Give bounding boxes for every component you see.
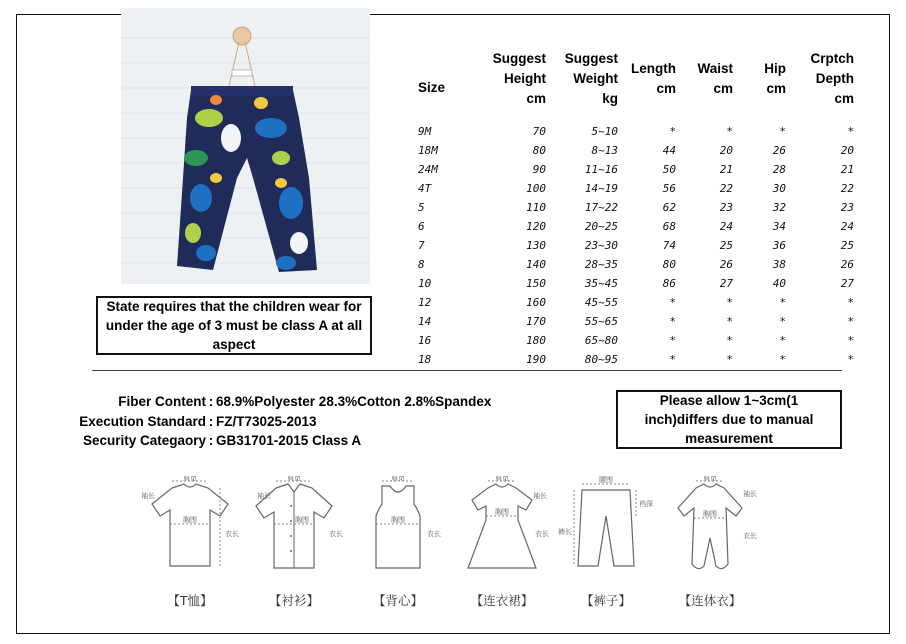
shirt-icon <box>244 476 344 586</box>
romper-label: 【连体衣】 <box>678 593 742 608</box>
table-row <box>418 118 854 141</box>
table-cell: 24 <box>719 220 733 233</box>
header-hip: Hip cm <box>764 61 786 96</box>
table-cell: 8 <box>418 258 425 271</box>
header-height: Suggest Height cm <box>492 51 546 106</box>
table-cell: 50 <box>662 163 676 176</box>
table-cell: 30 <box>772 182 786 195</box>
table-cell: * <box>669 353 676 366</box>
spec-value: GB31701-2015 Class A <box>216 433 362 448</box>
size-chart-header <box>418 40 854 118</box>
table-cell: 70 <box>532 125 546 138</box>
table-cell: 80 <box>532 144 546 157</box>
table-cell: 7 <box>418 239 425 252</box>
age-class-notice-text: State requires that the children wear for under the age of 3 must be class A at all aspect <box>105 299 363 352</box>
table-cell: * <box>669 334 676 347</box>
table-cell: * <box>779 125 786 138</box>
table-cell: 22 <box>840 182 854 195</box>
svg-text:腰围: 腰围 <box>599 477 613 484</box>
kids-pants-image <box>121 8 370 284</box>
table-cell: 25 <box>719 239 733 252</box>
table-cell: * <box>726 315 733 328</box>
spec-row: Security Categaory : GB31701-2015 Class A <box>60 431 491 451</box>
table-cell: 24M <box>418 163 438 176</box>
table-row <box>418 274 854 293</box>
measurement-notice-text: Please allow 1~3cm(1 inch)differs due to manual measurement <box>644 393 814 446</box>
table-cell: 35~45 <box>584 277 618 290</box>
table-cell: * <box>669 315 676 328</box>
svg-text:肩宽: 肩宽 <box>287 476 301 482</box>
table-cell: 12 <box>418 296 432 309</box>
table-cell: 27 <box>719 277 733 290</box>
table-cell: * <box>847 315 854 328</box>
spec-label: Security Categaory <box>82 433 206 448</box>
table-cell: 68 <box>662 220 676 233</box>
table-row <box>418 179 854 198</box>
svg-text:胸围: 胸围 <box>703 511 717 518</box>
tshirt-diagram <box>140 476 240 616</box>
table-cell: 180 <box>526 334 546 347</box>
table-cell: 45~55 <box>584 296 618 309</box>
svg-text:肩宽: 肩宽 <box>391 476 405 482</box>
table-row <box>418 217 854 236</box>
table-cell: * <box>726 296 733 309</box>
table-row <box>418 312 854 331</box>
table-cell: * <box>779 334 786 347</box>
table-cell: 27 <box>840 277 854 290</box>
table-cell: 62 <box>662 201 676 214</box>
table-cell: 80 <box>662 258 676 271</box>
table-cell: * <box>669 296 676 309</box>
vest-icon <box>348 476 448 586</box>
table-cell: 55~65 <box>584 315 618 328</box>
table-cell: * <box>847 296 854 309</box>
svg-text:袖长: 袖长 <box>743 491 757 498</box>
svg-text:肩宽: 肩宽 <box>183 476 197 482</box>
table-cell: 80~95 <box>584 353 618 366</box>
spec-value: 68.9%Polyester 28.3%Cotton 2.8%Spandex <box>216 394 492 409</box>
spec-value: FZ/T73025-2013 <box>216 413 317 429</box>
header-waist: Waist cm <box>697 61 733 96</box>
table-cell: * <box>779 315 786 328</box>
svg-text:衣长: 衣长 <box>329 531 343 538</box>
table-cell: 34 <box>772 220 786 233</box>
table-cell: 120 <box>526 220 546 233</box>
table-cell: 110 <box>526 201 546 214</box>
age-class-notice <box>96 296 372 355</box>
svg-text:胸围: 胸围 <box>295 517 309 524</box>
fabric-specs <box>60 392 491 451</box>
spec-label: Fiber Content <box>118 394 206 409</box>
svg-text:胸围: 胸围 <box>495 509 509 516</box>
table-cell: 5 <box>418 201 425 214</box>
table-row <box>418 255 854 274</box>
table-cell: * <box>669 125 676 138</box>
shirt-diagram <box>244 476 344 616</box>
svg-text:胸围: 胸围 <box>183 517 197 524</box>
svg-text:肩宽: 肩宽 <box>495 476 509 482</box>
table-cell: 5~10 <box>591 125 618 138</box>
table-cell: 36 <box>772 239 786 252</box>
measurement-guide <box>140 476 760 616</box>
dress-icon <box>452 476 552 586</box>
table-cell: 16 <box>418 334 432 347</box>
table-cell: 90 <box>532 163 546 176</box>
table-cell: 28 <box>772 163 786 176</box>
table-cell: 74 <box>662 239 676 252</box>
table-cell: 32 <box>772 201 786 214</box>
table-cell: * <box>847 125 854 138</box>
svg-text:衣长: 衣长 <box>743 533 757 540</box>
header-crotch-depth: Crptch Depth cm <box>810 51 854 106</box>
spec-row: Execution Standard : FZ/T73025-2013 <box>60 412 491 432</box>
tshirt-icon <box>140 476 240 586</box>
svg-text:衣长: 衣长 <box>225 531 239 538</box>
table-cell: 140 <box>526 258 546 271</box>
table-cell: * <box>779 353 786 366</box>
table-cell: 14 <box>418 315 432 328</box>
svg-text:袖长: 袖长 <box>257 493 271 500</box>
table-cell: * <box>726 125 733 138</box>
table-cell: 130 <box>526 239 546 252</box>
header-length: Length cm <box>631 61 676 96</box>
table-cell: 23 <box>840 201 854 214</box>
table-cell: 22 <box>719 182 733 195</box>
table-cell: 17~22 <box>584 201 618 214</box>
shirt-label: 【衬衫】 <box>268 593 319 608</box>
table-cell: 190 <box>526 353 546 366</box>
table-cell: 86 <box>662 277 676 290</box>
table-cell: 65~80 <box>584 334 618 347</box>
table-cell: 26 <box>772 144 786 157</box>
tshirt-label: 【T恤】 <box>167 593 213 608</box>
table-cell: * <box>779 296 786 309</box>
svg-text:衣长: 衣长 <box>427 531 441 538</box>
table-cell: 20 <box>840 144 854 157</box>
table-cell: 21 <box>840 163 854 176</box>
table-cell: 23 <box>719 201 733 214</box>
table-cell: 10 <box>418 277 432 290</box>
table-cell: * <box>847 334 854 347</box>
svg-text:衣长: 衣长 <box>535 531 549 538</box>
table-row <box>418 160 854 179</box>
spec-row: Fiber Content : 68.9%Polyester 28.3%Cotton 2.8%Spandex <box>60 392 491 412</box>
table-cell: * <box>726 353 733 366</box>
table-cell: 28~35 <box>584 258 618 271</box>
table-cell: 8~13 <box>591 144 618 157</box>
table-cell: 11~16 <box>584 163 618 176</box>
table-cell: 170 <box>526 315 546 328</box>
svg-text:袖长: 袖长 <box>141 493 155 500</box>
product-photo <box>121 8 370 284</box>
table-cell: 44 <box>662 144 676 157</box>
table-cell: 21 <box>719 163 733 176</box>
table-row <box>418 331 854 350</box>
svg-text:裆深: 裆深 <box>639 501 653 508</box>
dress-diagram <box>452 476 552 616</box>
measurement-notice <box>616 390 842 449</box>
table-cell: 18M <box>418 144 438 157</box>
table-cell: 20~25 <box>584 220 618 233</box>
table-cell: 100 <box>526 182 546 195</box>
table-cell: 160 <box>526 296 546 309</box>
table-cell: 9M <box>418 125 432 138</box>
section-divider <box>92 370 842 371</box>
table-cell: * <box>847 353 854 366</box>
table-cell: 25 <box>840 239 854 252</box>
pants-icon <box>556 476 656 586</box>
svg-text:胸围: 胸围 <box>391 517 405 524</box>
pants-label: 【裤子】 <box>580 593 631 608</box>
table-cell: 4T <box>418 182 432 195</box>
header-weight: Suggest Weight kg <box>564 51 618 106</box>
spec-label: Execution Standard <box>79 413 206 429</box>
table-cell: 26 <box>719 258 733 271</box>
table-cell: 40 <box>772 277 786 290</box>
dress-label: 【连衣裙】 <box>470 593 534 608</box>
table-cell: 26 <box>840 258 854 271</box>
table-cell: 14~19 <box>584 182 618 195</box>
pants-diagram <box>556 476 656 616</box>
vest-diagram <box>348 476 448 616</box>
table-cell: 38 <box>772 258 786 271</box>
table-cell: * <box>726 334 733 347</box>
table-cell: 23~30 <box>584 239 618 252</box>
table-cell: 56 <box>662 182 676 195</box>
table-cell: 6 <box>418 220 425 233</box>
table-row <box>418 350 854 369</box>
table-row <box>418 236 854 255</box>
svg-text:裤长: 裤长 <box>558 529 572 536</box>
romper-icon <box>660 476 760 586</box>
table-row <box>418 141 854 160</box>
table-row <box>418 293 854 312</box>
header-size: Size <box>418 80 446 95</box>
romper-diagram <box>660 476 760 616</box>
table-cell: 20 <box>719 144 733 157</box>
table-cell: 24 <box>840 220 854 233</box>
svg-text:袖长: 袖长 <box>533 493 547 500</box>
table-cell: 150 <box>526 277 546 290</box>
table-row <box>418 198 854 217</box>
size-chart-table <box>418 40 854 369</box>
svg-text:肩宽: 肩宽 <box>703 476 717 482</box>
table-cell: 18 <box>418 353 432 366</box>
vest-label: 【背心】 <box>372 593 423 608</box>
